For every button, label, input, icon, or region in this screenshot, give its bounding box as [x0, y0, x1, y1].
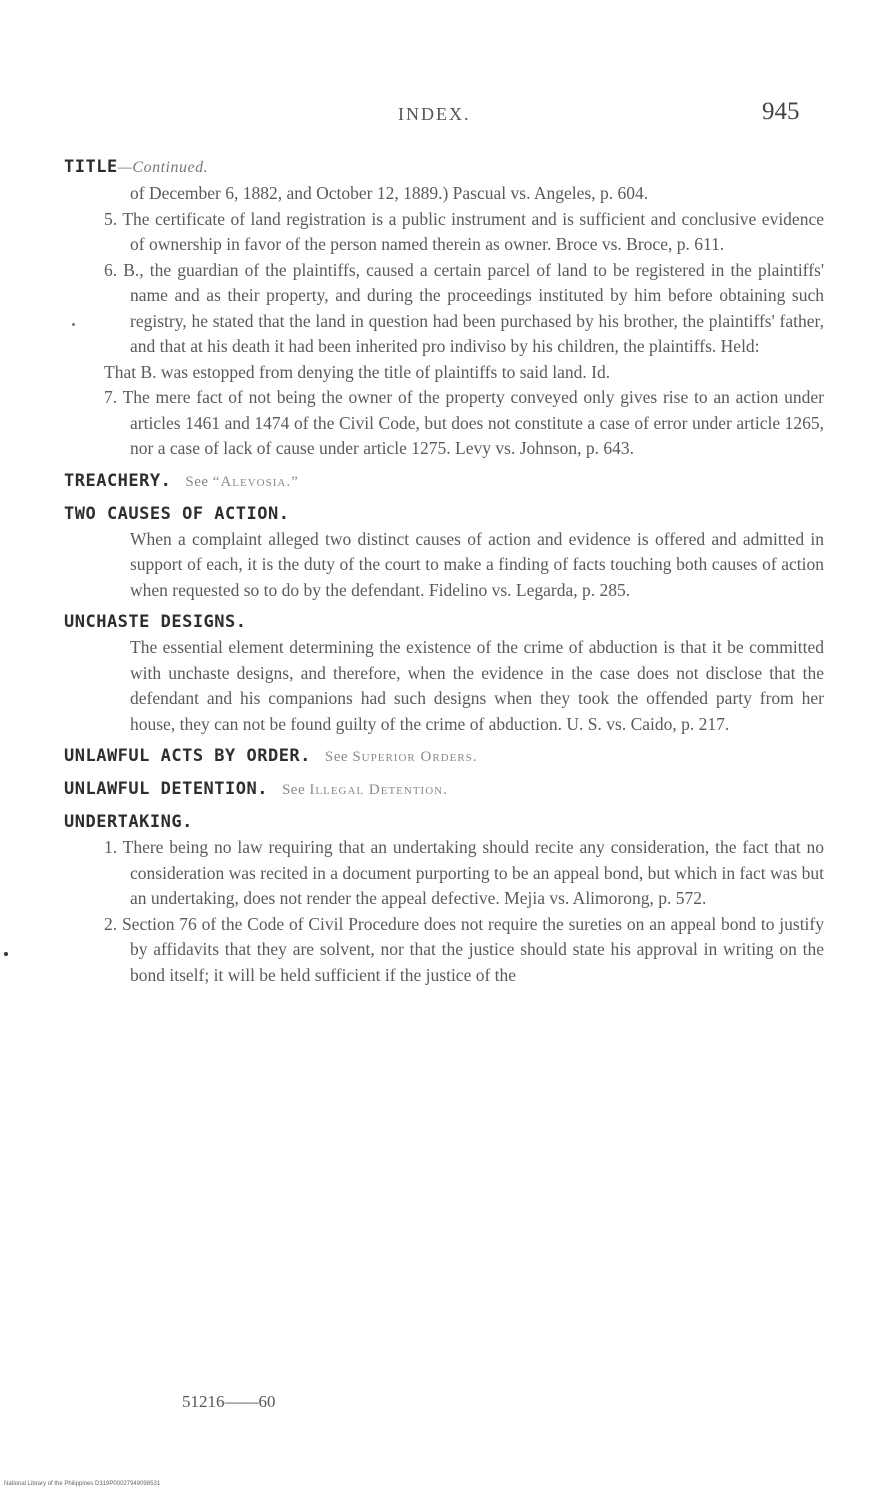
entry-heading: [64, 743, 824, 770]
continued-label: —Continued.: [117, 159, 209, 176]
see-target: Illegal Detention.: [309, 782, 448, 798]
entry-treachery: [64, 468, 824, 495]
index-entries: [64, 148, 824, 988]
running-title: INDEX.: [398, 104, 471, 124]
entry-unchaste-designs: [64, 609, 824, 737]
entry-paragraph: 6. B., the guardian of the plaintiffs, caused a certain parcel of land to be registered in the plaintiffs' name and as their property, and during the proceedings instituted by him before obtaining such registry, he stated that the land in question had been purchased by his brother, the plaintiffs' father, and that at his death it had been inherited pro indiviso by his children, the plaintiffs. Held:: [104, 259, 824, 356]
see-reference: [282, 782, 448, 798]
see-target: “Alevosia.”: [212, 473, 299, 490]
entry-paragraph: of December 6, 1882, and October 12, 1889.) Pascual vs. Angeles, p. 604.: [130, 183, 649, 203]
entry-paragraph: The essential element determining the existence of the crime of abduction is that it be committed with unchaste designs, and therefore, when the evidence in the case does not disclose that the defendant and his companions had such designs when they took the offended party from her house, they can not be found guilty of the crime of abduction. U. S. vs. Caido, p. 217.: [130, 637, 824, 734]
entry-title: [64, 154, 824, 462]
entry-heading: [64, 776, 824, 803]
see-prefix: See: [324, 749, 349, 765]
running-head: [0, 98, 891, 132]
see-prefix: See: [281, 782, 306, 798]
see-prefix: See: [185, 473, 209, 490]
entry-paragraph: 2. Section 76 of the Code of Civil Procedure does not require the sureties on an appeal bond to justify by affidavits that they are solvent, nor that the justice should state his approval in writing on the bond itself; it will be held sufficient if the justice of the: [104, 913, 824, 985]
entry-heading: [64, 468, 824, 495]
entry-paragraph: 5. The certificate of land registration is a public instrument and is sufficient and conclusive evidence of ownership in favor of the person named therein as owner. Broce vs. Broce, p. 611.: [104, 208, 824, 254]
heading-text: UNLAWFUL ACTS BY ORDER.: [64, 746, 311, 766]
page-number: 945: [762, 98, 800, 125]
entry-heading: TWO CAUSES OF ACTION.: [64, 503, 290, 524]
entry-heading: UNDERTAKING.: [64, 812, 193, 832]
heading-text: TREACHERY.: [64, 470, 172, 491]
entry-paragraph: When a complaint alleged two distinct causes of action and evidence is offered and admitted in support of each, it is the duty of the court to make a finding of facts touching both causes of action when requested so to do by the defendant. Fidelino vs. Legarda, p. 285.: [130, 528, 824, 600]
entry-paragraph: That B. was estopped from denying the title of plaintiffs to said land. Id.: [104, 361, 611, 382]
see-target: Superior Orders.: [352, 749, 478, 765]
see-reference: [185, 474, 298, 490]
entry-unlawful-detention: [64, 776, 824, 803]
scan-footer: National Library of the Philippines D319P00027949098531: [4, 1481, 161, 1487]
entry-undertaking: [64, 809, 824, 988]
heading-text: TITLE: [64, 157, 118, 177]
margin-speck: [4, 952, 8, 956]
entry-paragraph: 1. There being no law requiring that an undertaking should recite any consideration, the fact that no consideration was recited in a document purporting to be an appeal bond, but which in fact was but an undertaking, does not render the appeal defective. Mejia vs. Alimorong, p. 572.: [104, 837, 824, 908]
entry-heading: UNCHASTE DESIGNS.: [64, 612, 247, 632]
heading-text: UNLAWFUL DETENTION.: [64, 779, 268, 799]
entry-two-causes: [64, 501, 824, 604]
signature-mark: 51216——60: [182, 1392, 276, 1411]
see-reference: [325, 749, 478, 765]
entry-unlawful-acts: [64, 743, 824, 770]
entry-heading: [64, 154, 824, 181]
entry-paragraph: 7. The mere fact of not being the owner of the property conveyed only gives rise to an action under articles 1461 and 1474 of the Civil Code, but does not constitute a case of error under article 1265, nor a case of lack of cause under article 1275. Levy vs. Johnson, p. 643.: [104, 387, 824, 458]
